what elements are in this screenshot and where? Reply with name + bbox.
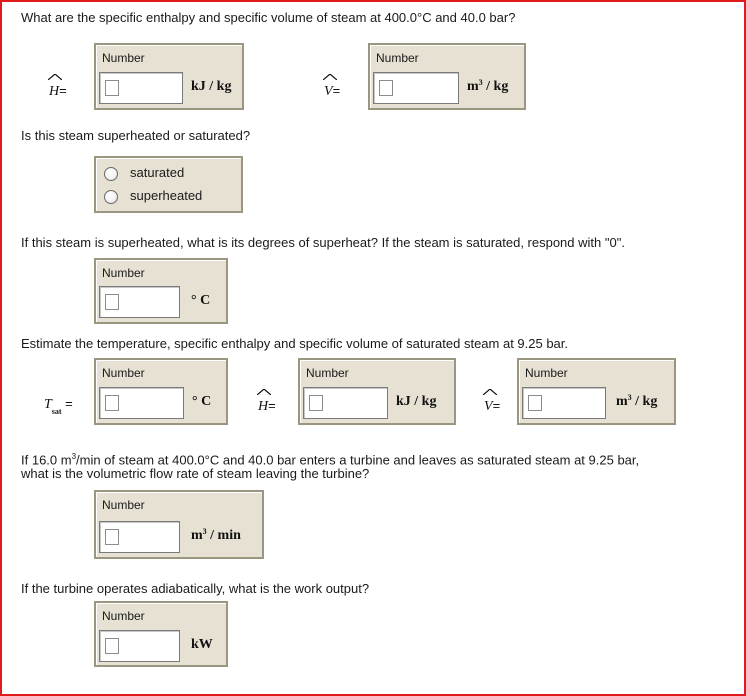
question-3-text: If this steam is superheated, what is its degrees of superheat? If the steam is saturated, respond with "0". [21, 235, 625, 250]
number-label: Number [376, 51, 419, 65]
v-hat-label-1: V= [324, 83, 340, 100]
enthalpy-answer-panel-2 [298, 358, 456, 425]
work-answer-panel [94, 601, 228, 667]
number-label: Number [306, 366, 349, 380]
work-input[interactable] [105, 638, 119, 654]
hat-icon [257, 389, 271, 395]
question-5-text-line-2: what is the volumetric flow rate of steam leaving the turbine? [21, 466, 370, 481]
volume-answer-panel-1 [368, 43, 526, 110]
question-1-text: What are the specific enthalpy and specific volume of steam at 400.0°C and 40.0 bar? [21, 10, 516, 25]
question-2-text: Is this steam superheated or saturated? [21, 128, 251, 143]
unit-m3-min: $m^3$ / min [191, 527, 241, 543]
work-input-box[interactable] [99, 630, 180, 662]
number-label: Number [525, 366, 568, 380]
volume-answer-panel-2 [517, 358, 676, 425]
hat-icon [323, 74, 337, 80]
unit-kj-kg: kJ / kg [191, 79, 232, 94]
volume-input-1[interactable] [379, 80, 393, 96]
radio-button-saturated[interactable] [104, 167, 118, 181]
flow-answer-panel [94, 490, 264, 559]
radio-button-superheated[interactable] [104, 190, 118, 204]
volume-input-box-2[interactable] [522, 387, 606, 419]
radio-label-saturated[interactable]: saturated [130, 165, 185, 180]
number-label: Number [102, 609, 145, 623]
unit-deg-c: ° C [192, 394, 212, 409]
v-hat-label-2: V= [484, 398, 500, 415]
number-label: Number [102, 51, 145, 65]
tsat-answer-panel [94, 358, 228, 425]
unit-m3-kg: $m^3$ / kg [467, 78, 509, 94]
question-6-text: If the turbine operates adiabatically, what is the work output? [21, 581, 370, 596]
unit-deg-c: ° C [191, 293, 211, 308]
question-4-text: Estimate the temperature, specific enthalpy and specific volume of saturated steam at 9.25 bar. [21, 336, 569, 351]
flow-input[interactable] [105, 529, 119, 545]
hat-icon [483, 389, 497, 395]
volume-input-box-1[interactable] [373, 72, 459, 104]
enthalpy-input-box-1[interactable] [99, 72, 183, 104]
radio-label-superheated[interactable]: superheated [130, 188, 203, 203]
h-hat-label-1: H= [49, 83, 67, 100]
h-hat-label-2: H= [258, 398, 276, 415]
number-label: Number [102, 266, 145, 280]
enthalpy-input-box-2[interactable] [303, 387, 388, 419]
unit-kw: kW [191, 637, 213, 652]
superheat-input-box[interactable] [99, 286, 180, 318]
unit-kj-kg: kJ / kg [396, 394, 437, 409]
volume-input-2[interactable] [528, 395, 542, 411]
flow-input-box[interactable] [99, 521, 180, 553]
question-5-text-line-1: If 16.0 $m^3/\min$ of steam at 400.0°C and 40.0 bar enters a turbine and leaves as saturated steam at 9.25 bar, [21, 452, 640, 468]
enthalpy-input-2[interactable] [309, 395, 323, 411]
superheat-answer-panel [94, 258, 228, 324]
number-label: Number [102, 366, 145, 380]
tsat-input-box[interactable] [99, 387, 184, 419]
number-label: Number [102, 498, 145, 512]
t-sat-label: $T_{sat}$ = [44, 396, 73, 416]
unit-m3-kg: $m^3$ / kg [616, 393, 658, 409]
hat-icon [48, 74, 62, 80]
enthalpy-input-1[interactable] [105, 80, 119, 96]
tsat-input[interactable] [105, 395, 119, 411]
superheat-input[interactable] [105, 294, 119, 310]
steam-state-panel [94, 156, 243, 213]
enthalpy-answer-panel-1 [94, 43, 244, 110]
